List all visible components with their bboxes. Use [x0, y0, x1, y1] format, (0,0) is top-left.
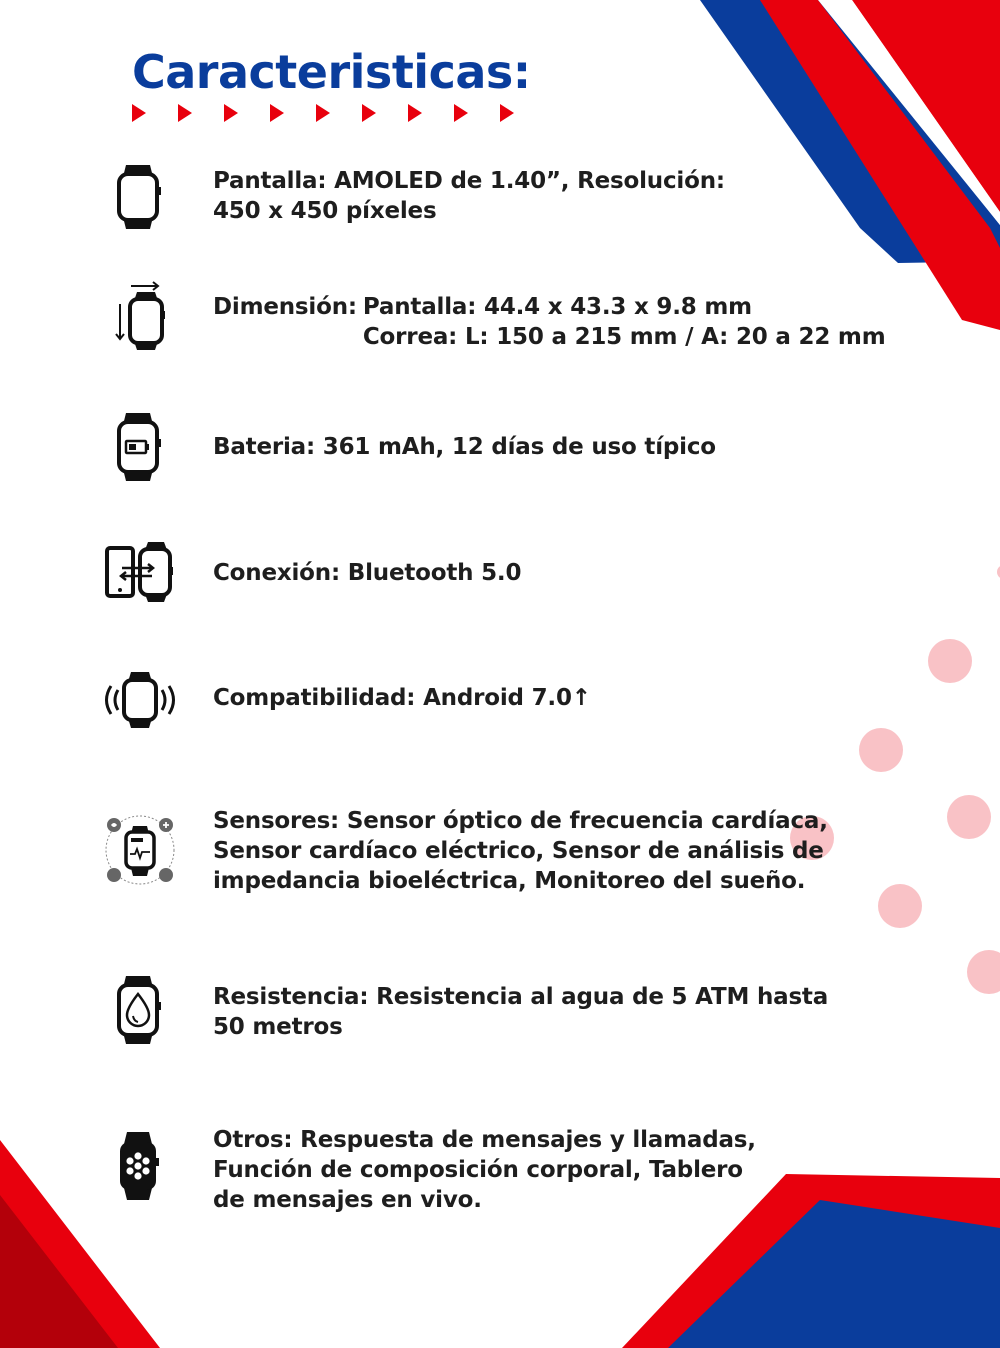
- dimension-values: Pantalla: 44.4 x 43.3 x 9.8 mm Correa: L: 150 a 215 mm / A: 20 a 22 mm: [362, 294, 886, 350]
- watch-battery-icon: [98, 407, 178, 487]
- arrow-right-icon: [270, 104, 284, 122]
- arrow-right-icon: [132, 104, 146, 122]
- pink-dot: [859, 728, 903, 772]
- watch-water-drop-icon: [98, 970, 178, 1050]
- feature-connection: Conexión: Bluetooth 5.0: [213, 560, 522, 586]
- arrow-right-icon: [408, 104, 422, 122]
- pink-dot: [947, 795, 991, 839]
- phone-watch-bluetooth-icon: [100, 532, 180, 612]
- arrow-right-icon: [224, 104, 238, 122]
- smartwatch-screen-icon: [98, 157, 178, 237]
- feature-others: Otros: Respuesta de mensajes y llamadas, Función de composición corporal, Tablero de mensajes en vivo.: [213, 1127, 756, 1213]
- feature-screen: Pantalla: AMOLED de 1.40”, Resolución: 450 x 450 píxeles: [213, 168, 725, 224]
- pink-dot: [878, 884, 922, 928]
- page-title: Caracteristicas:: [132, 45, 531, 99]
- pink-dot: [967, 950, 1000, 994]
- feature-compatibility: Compatibilidad: Android 7.0↑: [213, 685, 591, 711]
- watch-sensors-icon: [100, 810, 180, 890]
- arrow-right-icon: [500, 104, 514, 122]
- arrow-right-icon: [454, 104, 468, 122]
- arrow-divider: [132, 104, 546, 122]
- feature-sensors: Sensores: Sensor óptico de frecuencia cardíaca, Sensor cardíaco eléctrico, Sensor de análisis de impedancia bioeléctrica, Monitoreo del sueño.: [213, 808, 828, 894]
- arrow-right-icon: [178, 104, 192, 122]
- watch-vibration-icon: [100, 660, 180, 740]
- feature-battery: Bateria: 361 mAh, 12 días de uso típico: [213, 434, 716, 460]
- dimension-block: Dimensión: Pantalla: 44.4 x 43.3 x 9.8 mm Correa: L: 150 a 215 mm / A: 20 a 22 mm: [213, 294, 886, 350]
- arrow-right-icon: [362, 104, 376, 122]
- watch-dimension-icon: [100, 278, 180, 358]
- feature-dimension: [213, 292, 885, 352]
- watch-apps-grid-icon: [98, 1126, 178, 1206]
- arrow-right-icon: [316, 104, 330, 122]
- pink-dot: [928, 639, 972, 683]
- feature-water-resistance: Resistencia: Resistencia al agua de 5 ATM hasta 50 metros: [213, 984, 829, 1040]
